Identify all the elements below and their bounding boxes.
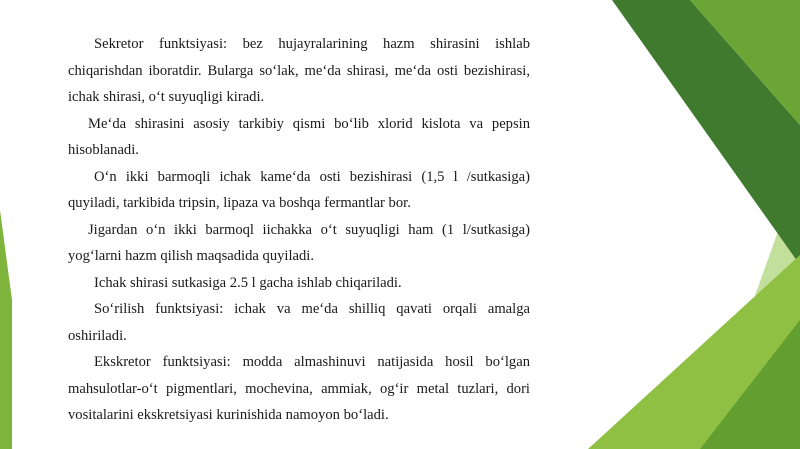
- slide-body: [68, 31, 530, 429]
- paragraph-onikki: O‘n ikki barmoqli ichak kame‘da osti bezishirasi (1,5 l /sutkasiga) quyiladi, tarkibida tripsin, lipaza va boshqa fermantlar bor.: [68, 168, 530, 211]
- paragraph-meda: Me‘da shirasini asosiy tarkibiy qismi bo‘lib xlorid kislota va pepsin hisoblanadi.: [68, 115, 530, 158]
- left-green-sliver: [0, 210, 12, 449]
- right-lime-band: [588, 255, 800, 449]
- right-pale-triangle: [700, 170, 800, 449]
- paragraph-jigar: Jigardan o‘n ikki barmoql iichakka o‘t suyuqligi ham (1 l/sutkasiga) yog‘larni hazm qilish maqsadida quyiladi.: [68, 221, 530, 264]
- paragraph-ekskretor: Ekskretor funktsiyasi: modda almashinuvi natijasida hosil bo‘lgan mahsulotlar-o‘t pigmentlari, mochevina, ammiak, og‘ir metal tuzlari, dori vositalarini ekskretsiyasi kurinishida namoyon bo‘ladi.: [68, 354, 530, 423]
- paragraph-sekretor: Sekretor funktsiyasi: bez hujayralarining hazm shirasini ishlab chiqarishdan iboratdir. Bularga so‘lak, me‘da shirasi, me‘da osti bezishirasi, ichak shirasi, o‘t suyuqligi kiradi.: [68, 36, 530, 105]
- right-mid-band: [690, 0, 800, 125]
- paragraph-sorilish: So‘rilish funktsiyasi: ichak va me‘da shilliq qavati orqali amalga oshiriladi.: [68, 301, 530, 344]
- right-lower-dark: [700, 320, 800, 449]
- right-dark-band: [612, 0, 800, 265]
- paragraph-ichak: Ichak shirasi sutkasiga 2.5 l gacha ishlab chiqariladi.: [94, 274, 402, 291]
